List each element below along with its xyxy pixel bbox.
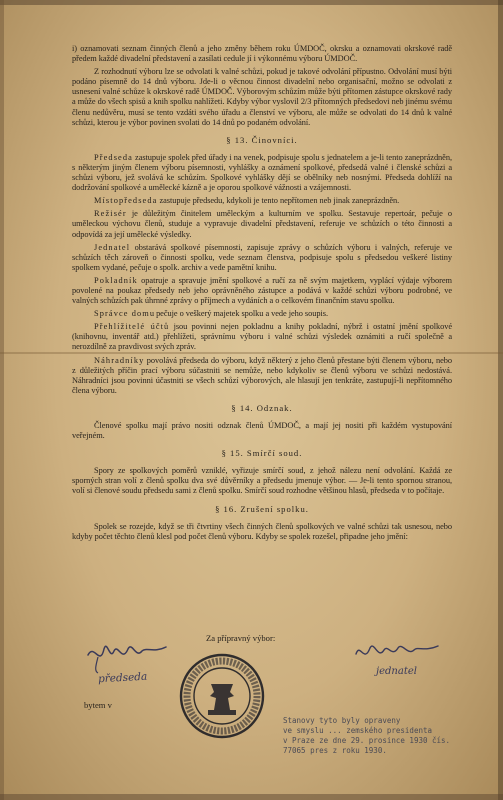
residence-label: bytem v <box>84 700 112 710</box>
secretary-signature <box>352 638 442 668</box>
preparatory-committee-label: Za přípravný výbor: <box>206 633 276 643</box>
association-stamp <box>178 652 266 740</box>
officer-paragraph <box>72 153 452 193</box>
section-16-text: Spolek se rozejde, když se tři čtvrtiny všech činných členů spolkových ve valné schůzi tak usnesou, nebo kdyby počet těchto členů klesl pod počet členů výboru. Kdyby se spolek rozešel, připadne jeho jmění: <box>72 521 452 541</box>
officer-title: Přehlížitelé účtů <box>94 322 170 332</box>
officer-paragraph <box>72 322 452 352</box>
officer-duties: zastupuje předsedu, kdykoli je tento nepřítomen neb jinak zaneprázdněn. <box>157 196 400 206</box>
paragraph-item-i: i) oznamovati seznam činných členů a jeho změny během roku ÚMDOČ, okrsku a oznamovati okrskové radě předem každé divadelní představení a zasílati cedule jí i výkonnému výboru ÚMDOČ. <box>72 44 452 64</box>
section-13-heading: § 13. Činovníci. <box>226 134 298 145</box>
officer-paragraph <box>72 209 452 239</box>
officer-title: Jednatel <box>94 242 131 252</box>
paper-edge-right <box>498 0 503 800</box>
officer-duties: obstarává spolkové písemnosti, zapisuje zprávy o schůzích výboru i valných, referuje ve schůzích těch zároveň o činnosti spolku, vede seznam členstva, podpisuje spolu s předsedou veškeré listiny spolkem vydané, pečuje o spolk. archiv a vede pamětní knihu. <box>72 242 452 272</box>
section-15-heading: § 15. Smírčí soud. <box>221 448 303 459</box>
officer-title: Správce dom <box>94 309 150 319</box>
officer-duties: povolává předseda do výboru, když některý z jeho členů přestane býti členem výboru, nebo z důležitých příčin prací výboru súčastniti se nemůže, nebo kdykoliv se členů výboru ve schůzi nedostává. Náhradníci jsou povinni účastniti se všech schůzí výborových, ale hlasují jen tenkráte, zastupují-li nepřítomného člena výboru. <box>72 355 452 395</box>
officer-duties: zastupuje spolek před úřady i na venek, podpisuje spolu s jednatelem a je-li tento zaneprázdněn, s některým jiným členem výboru písemnosti, vyhlášky a oznámení spolkové, předsedá valné i členské schůzi a schůzi výboru, jež svolává ke schůzím. Spolkové vyhlášky dějí se obělníky neb nosnými. Předseda dohlíží na dodržování spolkové a umělecké kázně a je oporou spolkové vážnosti a vzájemnosti. <box>72 152 452 193</box>
officer-paragraph <box>72 356 452 396</box>
section-14-heading: § 14. Odznak. <box>231 402 293 413</box>
chairman-role-label: předseda <box>97 670 148 686</box>
paper-edge-bottom <box>0 794 503 800</box>
paper-edge-left <box>0 0 4 800</box>
officer-duties: opatruje a spravuje jmění spolkové a ručí za ně svým majetkem, vyplácí výdaje výborem povolené na poukaz předsedy neb jeho oprávněného zástupce a podává v každé schůzi výboru podrobné, ve valných schůzích pak úhrnné zprávy o příjmech a vydáních a o celkovém finančním stavu spolku. <box>72 275 452 306</box>
officer-paragraph <box>72 276 452 306</box>
officer-title: Režisér <box>94 209 127 219</box>
approval-note-line: Stanovy tyto byly opraveny <box>283 716 401 725</box>
section-14-text: Členové spolku mají právo nositi odznak členů ÚMDOČ, a mají jej nositi při každém vystupování veřejném. <box>72 421 452 441</box>
section-13-body <box>72 153 452 396</box>
paragraph-appeal: Z rozhodnutí výboru lze se odvolati k valné schůzi, pokud je takové odvolání přípustno. Odvolání musí býti podáno písemně do 14 dnů výboru. Jde-li o věcnou činnost divadelní nebo organisační, možno se odvolati z usnesení valné schůze k okrskové radě ÚMDOČ. Výborovým schůzím může býti přítomen zástupce okrskové rady a může do všech spisů a knih spolku nahlížeti. Kdyby výbor vyslovil 2/3 přítomných předsedovi neb jinému svému členu nedůvěru, musí se tento vzdáti svého úřadu a členství ve výboru, ale může se odvolati do 14 dnů k valné schůzi, kterou je výbor povinen svolati do 14 dnů po podaném odvolání. <box>72 67 452 127</box>
section-16-heading: § 16. Zrušení spolku. <box>215 503 309 514</box>
officer-duties: je důležitým činitelem uměleckým a kulturním ve spolku. Sestavuje repertoár, pečuje o uměleckou výchovu členů, studuje a vypravuje divadelní představení, referuje ve schůzích o této činnosti a odpovídá za její umělecké výsledky. <box>72 209 452 239</box>
approval-note-line: ve smyslu ... zemského presidenta <box>283 726 433 735</box>
officer-title: Předseda <box>94 152 133 162</box>
approval-note <box>283 716 473 756</box>
secretary-role-label: jednatel <box>376 666 417 677</box>
section-15-text: Spory ze spolkových poměrů vzniklé, vyřizuje smírčí soud, z jehož nálezu není odvolání. Každá ze sporných stran volí z členů spolku dva své důvěrníky a předsedu jmenuje výbor. — Je-li tento spornou stranou, volí si členové soudu předsedu sami z členů spolku. Smírčí soud rozhodne většinou hlasů, předseda v to počítaje. <box>72 466 452 496</box>
officer-paragraph <box>72 243 452 273</box>
officer-title: Pokladník <box>94 275 138 285</box>
officer-title: Náhradníky <box>94 355 145 365</box>
document-body <box>72 44 452 545</box>
approval-note-line: v Praze ze dne 29. prosince 1930 čís. <box>283 736 451 745</box>
officer-duties: u pečuje o veškerý majetek spolku a vede jeho soupis. <box>149 309 328 319</box>
officer-paragraph <box>72 309 452 319</box>
officer-paragraph <box>72 196 452 206</box>
officer-duties: jsou povinni nejen pokladnu a knihy pokladní, nýbrž i ostatní jmění spolkové (knihovnu, inventář atd.) přehlížeti, správnímu výboru i valné schůzi výsledek oznámiti a ručí společně a nerozdílně za pravdivost svých zpráv. <box>72 322 452 352</box>
paper-edge-top <box>0 0 503 5</box>
officer-title: Místopředseda <box>94 196 158 206</box>
approval-note-line: 77065 pres z roku 1930. <box>283 746 387 755</box>
